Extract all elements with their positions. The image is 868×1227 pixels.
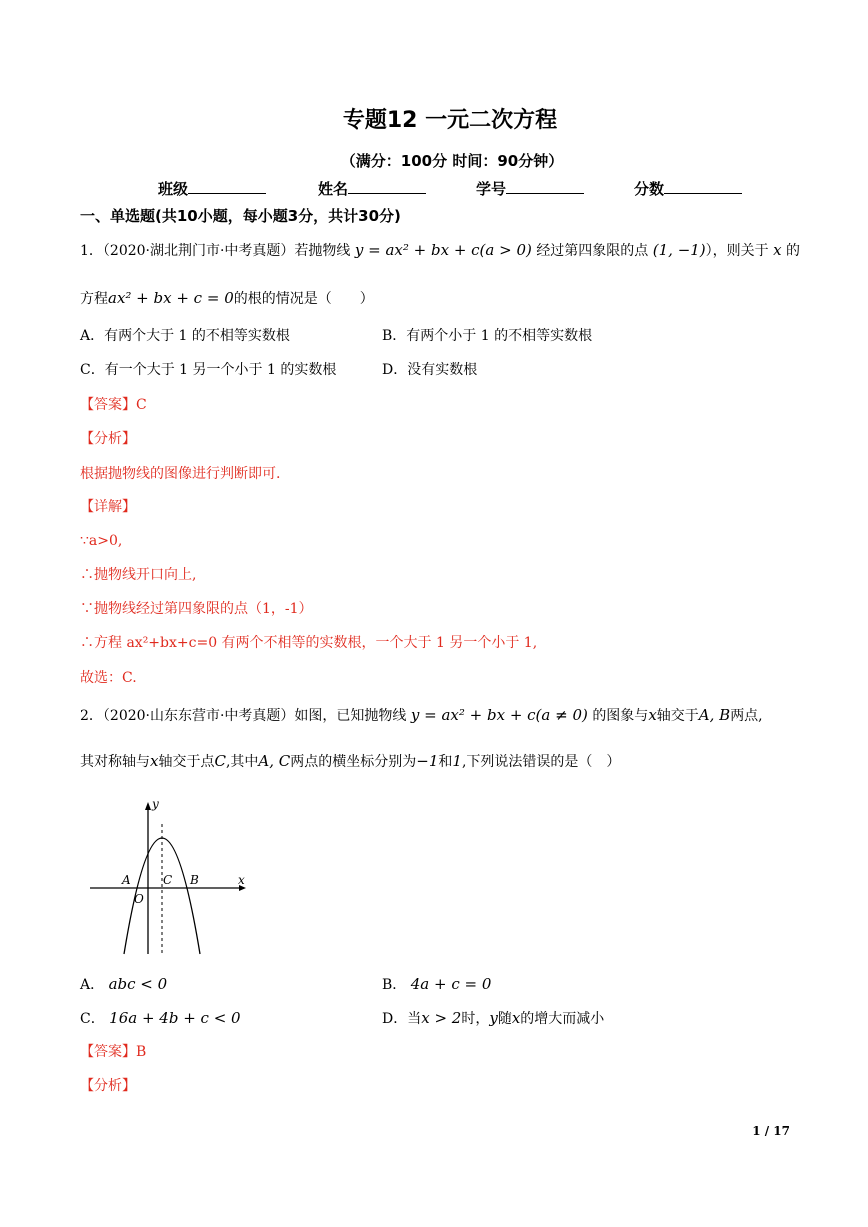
option-label: C． [80,1011,105,1027]
q2-var: x [648,706,657,724]
page-number: 1 / 17 [752,1124,790,1138]
q1-analysis-text: 根据抛物线的图像进行判断即可. [80,466,281,482]
answer-value: C [136,397,147,413]
student-id-blank[interactable] [506,179,584,194]
q2-points: A, B [698,706,731,724]
q2-answer [80,1042,146,1062]
q1-option-a[interactable]: A．有两个大于 1 的不相等实数根 [80,328,290,344]
q2-text: 其对称轴与 [80,754,150,770]
section-title: 一、单选题(共10小题，每小题3分，共计30分) [80,207,401,225]
graph-label-b: B [190,873,199,887]
q1-analysis-label: 【分析】 [80,431,136,447]
q2-text: 的图象与 [592,708,649,724]
q1-answer [80,395,147,415]
class-label: 班级 [158,180,189,198]
q2-var: C [214,752,226,770]
score-field[interactable] [634,178,742,199]
q2-option-c[interactable] [80,1008,241,1029]
q2-stem-line1 [80,705,763,726]
q2-option-a[interactable] [80,974,167,995]
q1-stem-line1 [80,240,800,261]
exam-info: （满分：100分 时间：90分钟） [340,152,564,170]
q1-detail-label: 【详解】 [80,499,136,515]
q2-text: 轴交于点 [158,754,215,770]
q1-text: 经过第四象限的点 [536,243,649,259]
answer-label: 【答案】 [80,397,136,413]
student-id-label: 学号 [476,180,507,198]
q1-text: ），则关于 [705,243,769,259]
q1-text: 的 [786,243,801,259]
option-math: x [511,1009,521,1027]
q1-option-c[interactable]: C．有一个大于 1 另一个小于 1 的实数根 [80,362,337,378]
score-blank[interactable] [664,179,742,194]
q2-option-d[interactable] [382,1008,604,1029]
option-math: abc < 0 [108,975,168,993]
q1-var: x [773,241,782,259]
q2-var: −1 [416,752,439,770]
graph-label-a: A [122,873,131,887]
q1-text: 方程 [80,291,108,307]
q2-text: 两点的横坐标分别为 [290,754,417,770]
name-field[interactable] [318,178,426,199]
q1-text: 的根的情况是（ ） [233,291,374,307]
student-id-field[interactable] [476,178,584,199]
q1-point: (1, −1) [652,241,706,259]
q2-text: ,其中 [225,754,259,770]
q1-option-b[interactable]: B．有两个小于 1 的不相等实数根 [382,328,593,344]
option-label: D．当 [382,1011,422,1027]
q1-equation-2: ax² + bx + c = 0 [108,289,234,307]
q2-var: 1 [452,752,462,770]
option-math: 16a + 4b + c < 0 [109,1009,241,1027]
class-field[interactable] [158,178,266,199]
q1-equation: y = ax² + bx + c(a > 0) [354,241,532,259]
q1-detail-line: ∴方程 ax²+bx+c=0 有两个不相等的实数根，一个大于 1 另一个小于 1, [80,635,538,651]
class-blank[interactable] [188,179,266,194]
q2-text: 轴交于 [656,708,699,724]
q2-text: ,下列说法错误的是（ ） [461,754,621,770]
q2-var: A, C [258,752,291,770]
name-blank[interactable] [348,179,426,194]
q1-stem-line2 [80,288,374,309]
score-label: 分数 [634,180,665,198]
parabola-figure [86,792,256,958]
page-title: 专题12 一元二次方程 [342,108,558,133]
option-text: 时， [461,1011,490,1027]
q2-analysis-label: 【分析】 [80,1078,136,1094]
option-text: 随 [497,1011,512,1027]
option-math: y [489,1009,498,1027]
option-label: A． [80,977,105,993]
q2-option-b[interactable] [382,974,491,995]
q1-detail-line: ∵a>0, [80,533,123,549]
option-math: 4a + c = 0 [410,975,492,993]
graph-label-c: C [163,873,173,887]
answer-value: B [136,1044,147,1060]
q1-option-d[interactable]: D．没有实数根 [382,362,478,378]
q1-detail-line: 故选：C. [80,670,137,686]
q2-text: 2．（2020·山东东营市·中考真题）如图，已知抛物线 [80,708,407,724]
option-math: x > 2 [421,1009,462,1027]
q2-var: x [150,752,159,770]
y-axis-arrow [145,802,151,810]
q2-stem-line2 [80,751,620,772]
answer-label: 【答案】 [80,1044,136,1060]
graph-label-o: O [134,892,144,906]
q1-text: 1．（2020·湖北荆门市·中考真题）若抛物线 [80,243,351,259]
graph-label-x: x [238,873,245,887]
name-label: 姓名 [318,180,349,198]
q2-text: 两点, [730,708,763,724]
q1-detail-line: ∴抛物线开口向上, [80,567,197,583]
q2-equation: y = ax² + bx + c(a ≠ 0) [410,706,588,724]
q1-detail-line: ∵抛物线经过第四象限的点（1，-1） [80,601,313,617]
option-label: B． [382,977,407,993]
graph-label-y: y [152,797,159,811]
option-text: 的增大而减小 [520,1011,605,1027]
q2-text: 和 [438,754,453,770]
